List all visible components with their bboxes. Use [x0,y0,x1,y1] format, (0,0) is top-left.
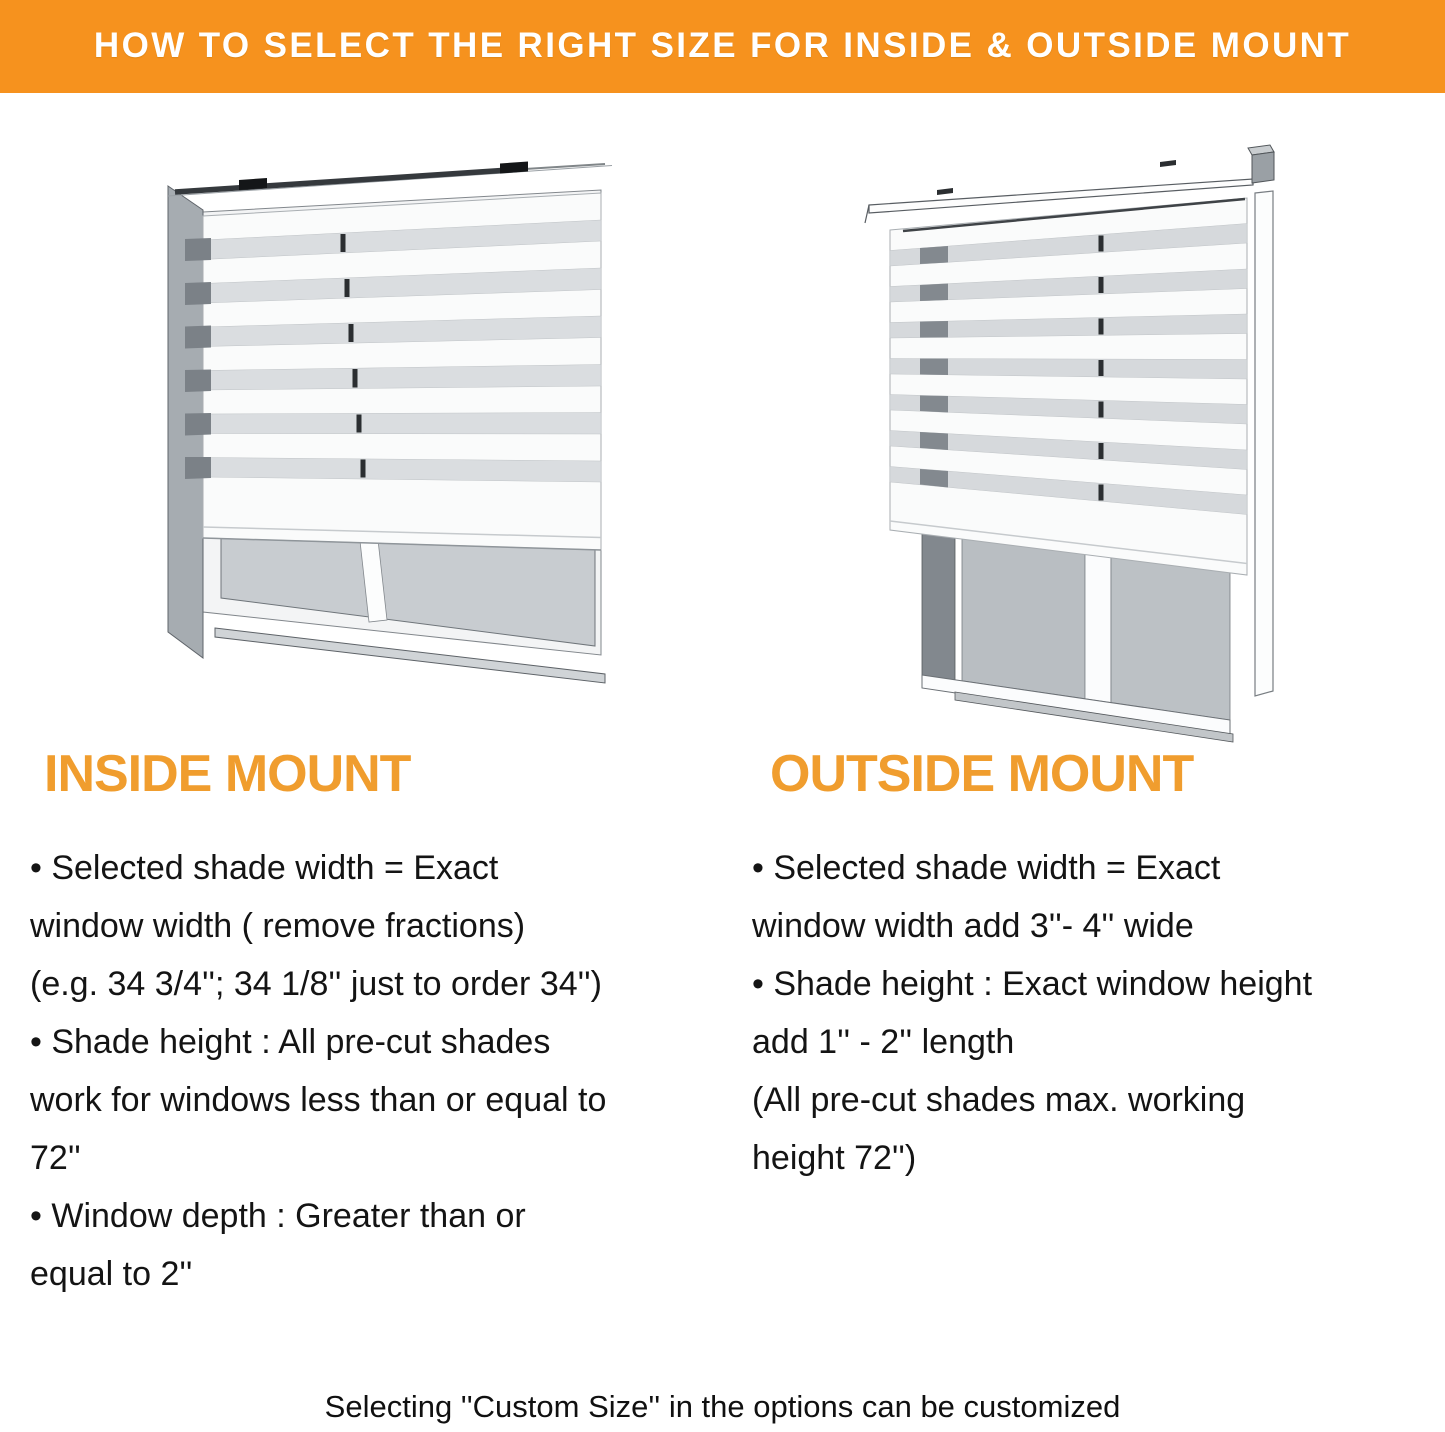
zebra-blind [890,198,1247,575]
ceiling-mark-icon [937,188,953,195]
headrail [168,162,612,197]
text-line: window width add 3''- 4'' wide [752,907,1194,945]
text-line: height 72'') [752,1139,917,1177]
text-line: work for windows less than or equal to [30,1081,607,1119]
text-line: equal to 2'' [30,1255,193,1293]
ceiling-mark-icon [1160,160,1176,167]
text-line: window width ( remove fractions) [30,907,526,945]
zebra-blind [185,193,601,550]
inside-mount-instructions [30,839,720,1303]
text-line: • Selected shade width = Exact [752,849,1221,887]
custom-size-note: Selecting ''Custom Size'' in the options can be customized [324,1389,1121,1424]
banner-title: HOW TO SELECT THE RIGHT SIZE FOR INSIDE & OUTSIDE MOUNT [93,25,1352,65]
text-line: add 1'' - 2'' length [752,1023,1015,1061]
window-reveal [922,527,955,680]
text-line: (e.g. 34 3/4''; 34 1/8'' just to order 34'') [30,965,602,1003]
text-line: 72'' [30,1139,81,1177]
window-glass [962,533,1085,699]
outside-mount-illustration [845,135,1305,755]
inside-mount-heading: INSIDE MOUNT [44,745,411,803]
header-banner [0,0,1445,93]
text-line: • Window depth : Greater than or [30,1197,526,1235]
mounting-bracket-icon [500,162,528,174]
mounting-bracket-icon [1248,145,1274,183]
text-line: (All pre-cut shades max. working [752,1081,1246,1119]
text-line: • Shade height : All pre-cut shades [30,1023,551,1061]
inside-mount-illustration [155,150,620,710]
wall-trim [1255,191,1273,696]
outside-mount-instructions [752,839,1442,1187]
mounting-bracket-icon [239,178,267,190]
window-glass [1111,547,1230,720]
window-mullion [1085,543,1111,703]
text-line: • Shade height : Exact window height [752,965,1313,1003]
outside-mount-heading: OUTSIDE MOUNT [770,745,1194,803]
text-line: • Selected shade width = Exact [30,849,499,887]
